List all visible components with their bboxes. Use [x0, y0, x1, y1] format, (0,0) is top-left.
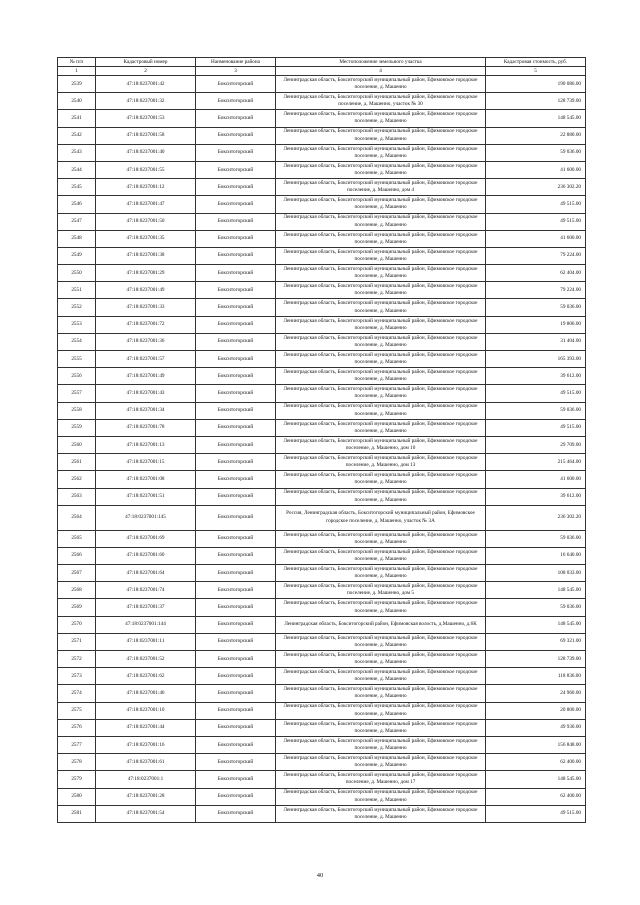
- district-cell: Бокситогорский: [196, 454, 276, 471]
- cadastral-number-cell: 47:18:0237001:51: [96, 488, 196, 505]
- table-row: [58, 505, 586, 530]
- table-body: [58, 76, 586, 823]
- table-row: [58, 247, 586, 264]
- location-cell: Ленинградская область, Бокситогорский муниципальный район, Ефимовское городское поселение, д. Машенно: [276, 805, 486, 822]
- cadastral-number-cell: 47:18:0237001:1: [96, 771, 196, 788]
- cadastral-number-cell: 47:18:0237001:16: [96, 736, 196, 753]
- cadastral-number-cell: 47:18:0237001:78: [96, 419, 196, 436]
- location-cell: Ленинградская область, Бокситогорский муниципальный район, Ефимовское городское поселение, д. Машенно: [276, 265, 486, 282]
- cadastral-number-cell: 47:18:0237001:144: [96, 616, 196, 633]
- location-cell: Ленинградская область, Бокситогорский муниципальный район, Ефимовское городское поселение, д. Машенно: [276, 196, 486, 213]
- cadastral-value-cell: 59 036.00: [486, 144, 586, 161]
- table-row: [58, 161, 586, 178]
- table-row: [58, 402, 586, 419]
- location-cell: Ленинградская область, Бокситогорский муниципальный район, Ефимовское городское поселение, д. Машенно: [276, 110, 486, 127]
- row-number-cell: 2540: [58, 93, 96, 110]
- district-cell: Бокситогорский: [196, 265, 276, 282]
- cadastral-value-cell: 39 612.00: [486, 488, 586, 505]
- row-number-cell: 2571: [58, 633, 96, 650]
- cadastral-number-cell: 47:18:0237001:37: [96, 599, 196, 616]
- district-cell: Бокситогорский: [196, 299, 276, 316]
- row-number-cell: 2546: [58, 196, 96, 213]
- location-cell: Ленинградская область, Бокситогорский муниципальный район, Ефимовское городское поселение, д. Машенно: [276, 565, 486, 582]
- row-number-cell: 2560: [58, 436, 96, 453]
- district-cell: Бокситогорский: [196, 316, 276, 333]
- row-number-cell: 2542: [58, 127, 96, 144]
- table-column-numbers-row: [58, 67, 586, 76]
- cadastral-number-cell: 47:18:0237001:60: [96, 547, 196, 564]
- table-row: [58, 454, 586, 471]
- location-cell: Ленинградская область, Бокситогорский муниципальный район, Ефимовское городское поселение, д. Машенно: [276, 547, 486, 564]
- cadastral-value-cell: 20 800.00: [486, 702, 586, 719]
- location-cell: Ленинградская область, Бокситогорский муниципальный район, Ефимовское городское поселение, д. Машенно: [276, 402, 486, 419]
- cadastral-number-cell: 47:18:0237001:13: [96, 436, 196, 453]
- cadastral-value-cell: 79 224.00: [486, 282, 586, 299]
- location-cell: Ленинградская область, Бокситогорский муниципальный район, Ефимовское городское поселение, д. Машенно, дом 10: [276, 436, 486, 453]
- cadastral-value-cell: 79 224.00: [486, 247, 586, 264]
- location-cell: Ленинградская область, Бокситогорский муниципальный район, Ефимовское городское поселение, д. Машенно: [276, 316, 486, 333]
- row-number-cell: 2568: [58, 582, 96, 599]
- table-row: [58, 196, 586, 213]
- header-location: Местоположение земельного участка: [276, 58, 486, 67]
- district-cell: Бокситогорский: [196, 402, 276, 419]
- cadastral-value-cell: 215 464.00: [486, 454, 586, 471]
- cadastral-number-cell: 47:18:0237001:11: [96, 633, 196, 650]
- location-cell: Ленинградская область, Бокситогорский муниципальный район, Ефимовское городское поселение, д. Машенно: [276, 76, 486, 93]
- cadastral-value-cell: 236 302.20: [486, 179, 586, 196]
- table-row: [58, 488, 586, 505]
- table-row: [58, 471, 586, 488]
- cadastral-number-cell: 47:18:0237001:50: [96, 213, 196, 230]
- district-cell: Бокситогорский: [196, 471, 276, 488]
- header-number: № п/п: [58, 58, 96, 67]
- cadastral-value-cell: 59 036.00: [486, 402, 586, 419]
- table-row: [58, 316, 586, 333]
- table-row: [58, 299, 586, 316]
- column-number-2: 2: [96, 67, 196, 76]
- row-number-cell: 2563: [58, 488, 96, 505]
- row-number-cell: 2567: [58, 565, 96, 582]
- header-cadastral-number: Кадастровый номер: [96, 58, 196, 67]
- table-row: [58, 736, 586, 753]
- cadastral-value-cell: 108 033.00: [486, 565, 586, 582]
- table-row: [58, 179, 586, 196]
- table-row: [58, 651, 586, 668]
- district-cell: Бокситогорский: [196, 547, 276, 564]
- table-row: [58, 110, 586, 127]
- district-cell: Бокситогорский: [196, 668, 276, 685]
- cadastral-number-cell: 47:18:0237001:42: [96, 76, 196, 93]
- table-row: [58, 436, 586, 453]
- cadastral-value-cell: 49 930.00: [486, 719, 586, 736]
- district-cell: Бокситогорский: [196, 805, 276, 822]
- row-number-cell: 2562: [58, 471, 96, 488]
- cadastral-value-cell: 41 600.00: [486, 161, 586, 178]
- cadastral-number-cell: 47:18:0237001:33: [96, 299, 196, 316]
- location-cell: Ленинградская область, Бокситогорский муниципальный район, Ефимовское городское поселение, д. Машенно: [276, 144, 486, 161]
- row-number-cell: 2576: [58, 719, 96, 736]
- location-cell: Ленинградская область, Бокситогорский муниципальный район, Ефимовское городское поселение, д. Машенно: [276, 702, 486, 719]
- row-number-cell: 2577: [58, 736, 96, 753]
- table-row: [58, 685, 586, 702]
- table-row: [58, 616, 586, 633]
- district-cell: Бокситогорский: [196, 633, 276, 650]
- row-number-cell: 2574: [58, 685, 96, 702]
- district-cell: Бокситогорский: [196, 436, 276, 453]
- row-number-cell: 2541: [58, 110, 96, 127]
- row-number-cell: 2557: [58, 385, 96, 402]
- location-cell: Ленинградская область, Бокситогорский муниципальный район, Ефимовское городское поселение, д. Машенно: [276, 282, 486, 299]
- district-cell: Бокситогорский: [196, 651, 276, 668]
- location-cell: Ленинградская область, Бокситогорский муниципальный район, Ефимовское городское поселение, д. Машенно: [276, 788, 486, 805]
- cadastral-number-cell: 47:18:0237001:61: [96, 754, 196, 771]
- cadastral-value-cell: 16 640.00: [486, 547, 586, 564]
- district-cell: Бокситогорский: [196, 213, 276, 230]
- district-cell: Бокситогорский: [196, 93, 276, 110]
- cadastral-value-cell: 31 404.00: [486, 333, 586, 350]
- location-cell: Ленинградская область, Бокситогорский муниципальный район, Ефимовское городское поселение, д. Машенно: [276, 299, 486, 316]
- table-header-row: [58, 58, 586, 67]
- page-number: 40: [316, 872, 324, 879]
- table-row: [58, 565, 586, 582]
- district-cell: Бокситогорский: [196, 530, 276, 547]
- district-cell: Бокситогорский: [196, 196, 276, 213]
- row-number-cell: 2575: [58, 702, 96, 719]
- district-cell: Бокситогорский: [196, 788, 276, 805]
- row-number-cell: 2581: [58, 805, 96, 822]
- row-number-cell: 2569: [58, 599, 96, 616]
- location-cell: Ленинградская область, Бокситогорский муниципальный район, Ефимовское городское поселение, д. Машенно: [276, 685, 486, 702]
- table-row: [58, 213, 586, 230]
- district-cell: Бокситогорский: [196, 385, 276, 402]
- location-cell: Ленинградская область, Бокситогорский муниципальный район, Ефимовское городское поселение, д. Машенно: [276, 488, 486, 505]
- cadastral-value-cell: 128 739.00: [486, 651, 586, 668]
- cadastral-value-cell: 148 545.00: [486, 616, 586, 633]
- location-cell: Ленинградская область, Бокситогорский муниципальный район, Ефимовское городское поселение, д. Машенно: [276, 161, 486, 178]
- district-cell: Бокситогорский: [196, 179, 276, 196]
- cadastral-number-cell: 47:18:0237001:57: [96, 351, 196, 368]
- row-number-cell: 2559: [58, 419, 96, 436]
- table-row: [58, 633, 586, 650]
- cadastral-number-cell: 47:18:0237001:64: [96, 565, 196, 582]
- location-cell: Ленинградская область, Бокситогорский муниципальный район, Ефимовское городское поселение, д. Машенно: [276, 736, 486, 753]
- column-number-3: 3: [196, 67, 276, 76]
- district-cell: Бокситогорский: [196, 505, 276, 530]
- location-cell: Ленинградская область, Бокситогорский муниципальный район, Ефимовское городское поселение, д. Машенно: [276, 668, 486, 685]
- district-cell: Бокситогорский: [196, 333, 276, 350]
- row-number-cell: 2545: [58, 179, 96, 196]
- location-cell: Ленинградская область, Бокситогорский муниципальный район, Ефимовское городское поселение, д. Машенно: [276, 127, 486, 144]
- cadastral-number-cell: 47:18:0237001:34: [96, 402, 196, 419]
- cadastral-value-cell: 148 545.00: [486, 771, 586, 788]
- location-cell: Ленинградская область, Бокситогорский муниципальный район, Ефимовское городское поселение, д. Машенно: [276, 530, 486, 547]
- column-number-1: 1: [58, 67, 96, 76]
- district-cell: Бокситогорский: [196, 771, 276, 788]
- cadastral-number-cell: 47:18:0237001:53: [96, 110, 196, 127]
- location-cell: Ленинградская область, Бокситогорский муниципальный район, Ефимовское городское поселение, д. Машенно, участок № 30: [276, 93, 486, 110]
- cadastral-value-cell: 148 545.00: [486, 582, 586, 599]
- district-cell: Бокситогорский: [196, 754, 276, 771]
- district-cell: Бокситогорский: [196, 127, 276, 144]
- table-row: [58, 805, 586, 822]
- table-row: [58, 127, 586, 144]
- row-number-cell: 2558: [58, 402, 96, 419]
- cadastral-value-cell: 49 515.00: [486, 385, 586, 402]
- cadastral-number-cell: 47:18:0237001:10: [96, 702, 196, 719]
- cadastral-value-cell: 156 848.00: [486, 736, 586, 753]
- table-row: [58, 385, 586, 402]
- cadastral-value-cell: 41 600.00: [486, 471, 586, 488]
- cadastral-number-cell: 47:18:0237001:40: [96, 144, 196, 161]
- row-number-cell: 2565: [58, 530, 96, 547]
- cadastral-value-cell: 19 806.00: [486, 316, 586, 333]
- table-row: [58, 582, 586, 599]
- cadastral-value-cell: 236 302.20: [486, 505, 586, 530]
- cadastral-number-cell: 47:18:0237001:72: [96, 316, 196, 333]
- cadastral-number-cell: 47:18:0237001:08: [96, 471, 196, 488]
- district-cell: Бокситогорский: [196, 419, 276, 436]
- cadastral-value-cell: 59 036.00: [486, 599, 586, 616]
- cadastral-value-cell: 22 880.00: [486, 127, 586, 144]
- table-row: [58, 351, 586, 368]
- table-row: [58, 599, 586, 616]
- row-number-cell: 2551: [58, 282, 96, 299]
- location-cell: Ленинградская область, Бокситогорский район, Ефимовская волость, д.Машенно, д.6К: [276, 616, 486, 633]
- row-number-cell: 2564: [58, 505, 96, 530]
- table-row: [58, 771, 586, 788]
- cadastral-value-cell: 62 404.00: [486, 265, 586, 282]
- row-number-cell: 2548: [58, 230, 96, 247]
- location-cell: Ленинградская область, Бокситогорский муниципальный район, Ефимовское городское поселение, д. Машенно: [276, 368, 486, 385]
- cadastral-number-cell: 47:18:0237001:58: [96, 127, 196, 144]
- table-row: [58, 547, 586, 564]
- location-cell: Ленинградская область, Бокситогорский муниципальный район, Ефимовское городское поселение, д. Машенно: [276, 471, 486, 488]
- table-row: [58, 93, 586, 110]
- row-number-cell: 2561: [58, 454, 96, 471]
- header-district: Наименование района: [196, 58, 276, 67]
- table-row: [58, 530, 586, 547]
- table-row: [58, 333, 586, 350]
- row-number-cell: 2573: [58, 668, 96, 685]
- cadastral-number-cell: 47:18:0237001:52: [96, 651, 196, 668]
- cadastral-number-cell: 47:18:0237001:49: [96, 368, 196, 385]
- district-cell: Бокситогорский: [196, 230, 276, 247]
- district-cell: Бокситогорский: [196, 161, 276, 178]
- table-row: [58, 144, 586, 161]
- row-number-cell: 2572: [58, 651, 96, 668]
- cadastral-number-cell: 47:18:0237001:36: [96, 333, 196, 350]
- district-cell: Бокситогорский: [196, 247, 276, 264]
- district-cell: Бокситогорский: [196, 368, 276, 385]
- table-row: [58, 282, 586, 299]
- cadastral-number-cell: 47:18:0237001:47: [96, 196, 196, 213]
- location-cell: Ленинградская область, Бокситогорский муниципальный район, Ефимовское городское поселение, д. Машенно: [276, 213, 486, 230]
- location-cell: Ленинградская область, Бокситогорский муниципальный район, Ефимовское городское поселение, д. Машенно, дом 13: [276, 454, 486, 471]
- cadastral-value-cell: 128 739.00: [486, 93, 586, 110]
- table-row: [58, 368, 586, 385]
- district-cell: Бокситогорский: [196, 282, 276, 299]
- district-cell: Бокситогорский: [196, 685, 276, 702]
- row-number-cell: 2566: [58, 547, 96, 564]
- row-number-cell: 2553: [58, 316, 96, 333]
- row-number-cell: 2580: [58, 788, 96, 805]
- table-row: [58, 230, 586, 247]
- cadastral-number-cell: 47:18:0237001:28: [96, 788, 196, 805]
- table-row: [58, 702, 586, 719]
- district-cell: Бокситогорский: [196, 110, 276, 127]
- row-number-cell: 2554: [58, 333, 96, 350]
- table-row: [58, 788, 586, 805]
- header-cadastral-value: Кадастровая стоимость, руб.: [486, 58, 586, 67]
- table-row: [58, 668, 586, 685]
- cadastral-number-cell: 47:18:0237001:38: [96, 247, 196, 264]
- cadastral-value-cell: 62 400.00: [486, 754, 586, 771]
- cadastral-value-cell: 62 400.00: [486, 788, 586, 805]
- table-row: [58, 265, 586, 282]
- cadastral-value-cell: 69 321.00: [486, 633, 586, 650]
- location-cell: Ленинградская область, Бокситогорский муниципальный район, Ефимовское городское поселение, д. Машенно: [276, 351, 486, 368]
- district-cell: Бокситогорский: [196, 565, 276, 582]
- cadastral-number-cell: 47:18:0237001:12: [96, 179, 196, 196]
- district-cell: Бокситогорский: [196, 488, 276, 505]
- row-number-cell: 2549: [58, 247, 96, 264]
- cadastral-number-cell: 47:18:0237001:15: [96, 454, 196, 471]
- cadastral-value-cell: 49 515.00: [486, 419, 586, 436]
- cadastral-value-cell: 148 545.00: [486, 110, 586, 127]
- location-cell: Ленинградская область, Бокситогорский муниципальный район, Ефимовское городское поселение, д. Машенно: [276, 754, 486, 771]
- location-cell: Ленинградская область, Бокситогорский муниципальный район, Ефимовское городское поселение, д. Машенно, дом 17: [276, 771, 486, 788]
- cadastral-number-cell: 47:18:0237001:49: [96, 282, 196, 299]
- location-cell: Ленинградская область, Бокситогорский муниципальный район, Ефимовское городское поселение, д. Машенно, дом 5: [276, 582, 486, 599]
- row-number-cell: 2539: [58, 76, 96, 93]
- cadastral-value-cell: 59 036.00: [486, 299, 586, 316]
- cadastral-number-cell: 47:18:0237001:55: [96, 161, 196, 178]
- table-row: [58, 719, 586, 736]
- cadastral-table-sheet: [57, 57, 585, 823]
- cadastral-number-cell: 47:18:0237001:69: [96, 530, 196, 547]
- location-cell: Россия, Ленинградская область, Бокситогорский муниципальный район, Ефимовское городское поселение, д. Машенно, участок № 3А: [276, 505, 486, 530]
- row-number-cell: 2555: [58, 351, 96, 368]
- row-number-cell: 2550: [58, 265, 96, 282]
- cadastral-number-cell: 47:18:0237001:145: [96, 505, 196, 530]
- cadastral-value-cell: 29 709.00: [486, 436, 586, 453]
- location-cell: Ленинградская область, Бокситогорский муниципальный район, Ефимовское городское поселение, д. Машенно, дом 4: [276, 179, 486, 196]
- location-cell: Ленинградская область, Бокситогорский муниципальный район, Ефимовское городское поселение, д. Машенно: [276, 651, 486, 668]
- table-row: [58, 76, 586, 93]
- district-cell: Бокситогорский: [196, 144, 276, 161]
- location-cell: Ленинградская область, Бокситогорский муниципальный район, Ефимовское городское поселение, д. Машенно: [276, 247, 486, 264]
- row-number-cell: 2543: [58, 144, 96, 161]
- row-number-cell: 2544: [58, 161, 96, 178]
- cadastral-value-cell: 24 960.00: [486, 685, 586, 702]
- cadastral-number-cell: 47:18:0237001:35: [96, 230, 196, 247]
- district-cell: Бокситогорский: [196, 599, 276, 616]
- district-cell: Бокситогорский: [196, 719, 276, 736]
- location-cell: Ленинградская область, Бокситогорский муниципальный район, Ефимовское городское поселение, д. Машенно: [276, 333, 486, 350]
- location-cell: Ленинградская область, Бокситогорский муниципальный район, Ефимовское городское поселение, д. Машенно: [276, 599, 486, 616]
- cadastral-number-cell: 47:18:0237001:43: [96, 385, 196, 402]
- table-row: [58, 419, 586, 436]
- district-cell: Бокситогорский: [196, 582, 276, 599]
- location-cell: Ленинградская область, Бокситогорский муниципальный район, Ефимовское городское поселение, д. Машенно: [276, 385, 486, 402]
- cadastral-number-cell: 47:18:0237001:32: [96, 93, 196, 110]
- cadastral-value-cell: 190 086.00: [486, 76, 586, 93]
- cadastral-value-cell: 59 036.00: [486, 530, 586, 547]
- row-number-cell: 2547: [58, 213, 96, 230]
- cadastral-value-cell: 49 515.00: [486, 196, 586, 213]
- table-row: [58, 754, 586, 771]
- district-cell: Бокситогорский: [196, 616, 276, 633]
- row-number-cell: 2578: [58, 754, 96, 771]
- district-cell: Бокситогорский: [196, 76, 276, 93]
- district-cell: Бокситогорский: [196, 736, 276, 753]
- row-number-cell: 2556: [58, 368, 96, 385]
- column-number-5: 5: [486, 67, 586, 76]
- row-number-cell: 2552: [58, 299, 96, 316]
- cadastral-value-cell: 165 393.00: [486, 351, 586, 368]
- row-number-cell: 2570: [58, 616, 96, 633]
- cadastral-value-table: [57, 57, 586, 823]
- row-number-cell: 2579: [58, 771, 96, 788]
- district-cell: Бокситогорский: [196, 351, 276, 368]
- cadastral-value-cell: 49 515.00: [486, 213, 586, 230]
- cadastral-number-cell: 47:18:0237001:54: [96, 805, 196, 822]
- location-cell: Ленинградская область, Бокситогорский муниципальный район, Ефимовское городское поселение, д. Машенно: [276, 633, 486, 650]
- cadastral-number-cell: 47:18:0237001:74: [96, 582, 196, 599]
- cadastral-value-cell: 118 836.00: [486, 668, 586, 685]
- location-cell: Ленинградская область, Бокситогорский муниципальный район, Ефимовское городское поселение, д. Машенно: [276, 230, 486, 247]
- cadastral-number-cell: 47:18:0237001:46: [96, 685, 196, 702]
- cadastral-number-cell: 47:18:0237001:62: [96, 668, 196, 685]
- cadastral-value-cell: 41 600.00: [486, 230, 586, 247]
- cadastral-number-cell: 47:18:0237001:29: [96, 265, 196, 282]
- column-number-4: 4: [276, 67, 486, 76]
- cadastral-value-cell: 49 515.00: [486, 805, 586, 822]
- location-cell: Ленинградская область, Бокситогорский муниципальный район, Ефимовское городское поселение, д. Машенно: [276, 719, 486, 736]
- location-cell: Ленинградская область, Бокситогорский муниципальный район, Ефимовское городское поселение, д. Машенно: [276, 419, 486, 436]
- district-cell: Бокситогорский: [196, 702, 276, 719]
- cadastral-value-cell: 39 612.00: [486, 368, 586, 385]
- cadastral-number-cell: 47:18:0237001:44: [96, 719, 196, 736]
